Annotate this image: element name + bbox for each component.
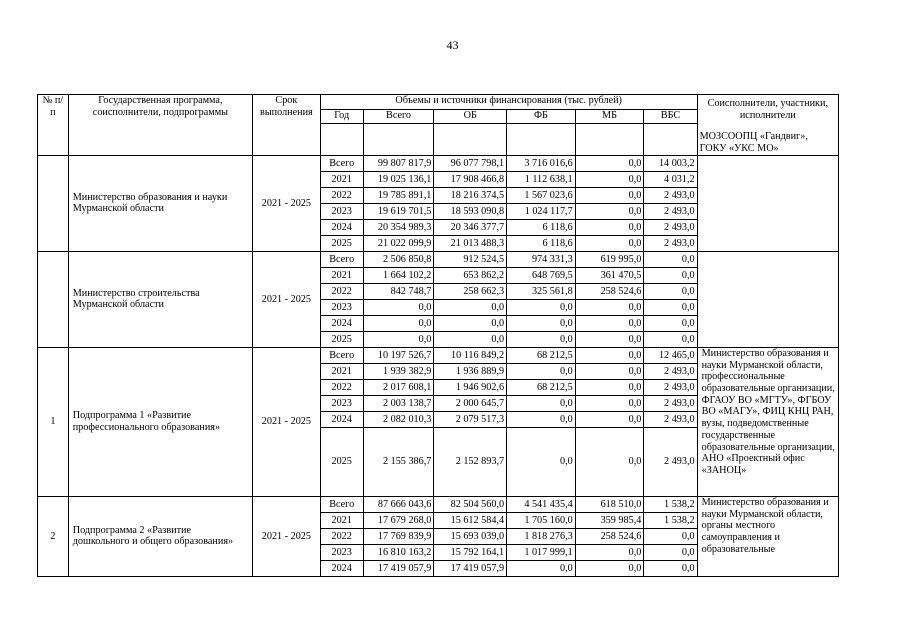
header-row	[38, 95, 839, 110]
table-row	[38, 155, 839, 171]
cell-mb: 0,0	[575, 235, 644, 251]
cell-total: 17 679 268,0	[363, 512, 434, 528]
header-participants	[697, 95, 838, 156]
cell-fb: 6 118,6	[507, 235, 576, 251]
header-spacer-cell	[434, 123, 507, 155]
cell-mb: 0,0	[575, 171, 644, 187]
cell-vbs: 0,0	[644, 331, 697, 347]
cell-ob: 1 946 902,6	[434, 379, 507, 395]
cell-ob: 15 612 584,4	[434, 512, 507, 528]
cell-ob: 0,0	[434, 331, 507, 347]
cell-year: 2021	[320, 363, 363, 379]
cell-year: 2022	[320, 283, 363, 299]
cell-vbs: 1 538,2	[644, 496, 697, 512]
table-row	[38, 347, 839, 363]
cell-ob: 2 079 517,3	[434, 411, 507, 427]
cell-mb: 0,0	[575, 299, 644, 315]
header-spacer-cell	[507, 123, 576, 155]
cell-mb: 0,0	[575, 379, 644, 395]
cell-vbs: 2 493,0	[644, 411, 697, 427]
cell-ob: 653 862,2	[434, 267, 507, 283]
cell-total: 19 619 701,5	[363, 203, 434, 219]
cell-ob: 17 908 466,8	[434, 171, 507, 187]
cell-year: 2021	[320, 171, 363, 187]
header-col-ob: ОБ	[434, 110, 507, 123]
cell-mb: 0,0	[575, 544, 644, 560]
cell-year: 2025	[320, 331, 363, 347]
cell-mb: 618 510,0	[575, 496, 644, 512]
cell-fb: 68 212,5	[507, 379, 576, 395]
header-spacer-cell	[644, 123, 697, 155]
cell-fb: 4 541 435,4	[507, 496, 576, 512]
cell-mb: 0,0	[575, 155, 644, 171]
cell-fb: 0,0	[507, 427, 576, 496]
header-col-mb: МБ	[575, 110, 644, 123]
cell-ob: 21 013 488,3	[434, 235, 507, 251]
cell-mb: 0,0	[575, 560, 644, 576]
header-num: № п/п	[38, 95, 69, 156]
cell-ob: 258 662,3	[434, 283, 507, 299]
cell-period: 2021 - 2025	[253, 496, 321, 576]
cell-ob: 18 216 374,5	[434, 187, 507, 203]
cell-year: Всего	[320, 347, 363, 363]
cell-mb: 0,0	[575, 203, 644, 219]
cell-fb: 68 212,5	[507, 347, 576, 363]
cell-vbs: 2 493,0	[644, 235, 697, 251]
cell-vbs: 0,0	[644, 315, 697, 331]
cell-fb: 6 118,6	[507, 219, 576, 235]
cell-ob: 96 077 798,1	[434, 155, 507, 171]
cell-fb: 3 716 016,6	[507, 155, 576, 171]
header-spacer-cell	[320, 123, 363, 155]
cell-ob: 2 000 645,7	[434, 395, 507, 411]
cell-year: 2023	[320, 395, 363, 411]
cell-index	[38, 251, 69, 347]
cell-total: 17 419 057,9	[363, 560, 434, 576]
cell-year: 2025	[320, 427, 363, 496]
cell-program-name: Министерство строительства Мурманской области	[68, 251, 252, 347]
cell-vbs: 0,0	[644, 560, 697, 576]
cell-ob: 2 152 893,7	[434, 427, 507, 496]
cell-participants	[697, 155, 838, 251]
cell-year: 2022	[320, 187, 363, 203]
cell-year: 2024	[320, 411, 363, 427]
cell-ob: 1 936 889,9	[434, 363, 507, 379]
cell-mb: 0,0	[575, 331, 644, 347]
cell-vbs: 2 493,0	[644, 379, 697, 395]
table-body	[38, 95, 839, 577]
cell-year: 2023	[320, 299, 363, 315]
cell-mb: 619 995,0	[575, 251, 644, 267]
cell-mb: 0,0	[575, 427, 644, 496]
cell-mb: 0,0	[575, 347, 644, 363]
cell-year: Всего	[320, 155, 363, 171]
cell-total: 2 017 608,1	[363, 379, 434, 395]
cell-period: 2021 - 2025	[253, 347, 321, 496]
cell-total: 19 025 136,1	[363, 171, 434, 187]
cell-year: 2021	[320, 267, 363, 283]
cell-total: 20 354 989,3	[363, 219, 434, 235]
cell-mb: 0,0	[575, 395, 644, 411]
cell-year: Всего	[320, 496, 363, 512]
cell-fb: 1 024 117,7	[507, 203, 576, 219]
cell-vbs: 0,0	[644, 251, 697, 267]
cell-ob: 82 504 560,0	[434, 496, 507, 512]
cell-mb: 0,0	[575, 411, 644, 427]
header-funding: Объемы и источники финансирования (тыс. рублей)	[320, 95, 697, 110]
cell-vbs: 0,0	[644, 283, 697, 299]
cell-ob: 20 346 377,7	[434, 219, 507, 235]
cell-mb: 0,0	[575, 315, 644, 331]
cell-fb: 1 818 276,3	[507, 528, 576, 544]
cell-period: 2021 - 2025	[253, 155, 321, 251]
header-col-total: Всего	[363, 110, 434, 123]
cell-ob: 18 593 090,8	[434, 203, 507, 219]
cell-total: 21 022 099,9	[363, 235, 434, 251]
cell-ob: 15 693 039,0	[434, 528, 507, 544]
cell-vbs: 0,0	[644, 544, 697, 560]
cell-program-name: Министерство образования и науки Мурманской области	[68, 155, 252, 251]
cell-participants: Министерство образования и науки Мурманской области, профессиональные образовательные организации, ФГАОУ ВО «МГТУ», ФГБОУ ВО «МАГУ», ФИЦ КНЦ РАН, вузы, подведомственные государственные образовательные организации, АНО «Проектный офис «ЗАНОЦ»	[697, 347, 838, 496]
cell-fb: 974 331,3	[507, 251, 576, 267]
cell-fb: 0,0	[507, 299, 576, 315]
cell-total: 0,0	[363, 331, 434, 347]
cell-fb: 1 567 023,6	[507, 187, 576, 203]
header-col-fb: ФБ	[507, 110, 576, 123]
cell-vbs: 14 003,2	[644, 155, 697, 171]
cell-ob: 15 792 164,1	[434, 544, 507, 560]
cell-total: 0,0	[363, 315, 434, 331]
header-period: Срок выполнения	[253, 95, 321, 156]
cell-total: 99 807 817,9	[363, 155, 434, 171]
cell-fb: 0,0	[507, 411, 576, 427]
cell-year: 2022	[320, 528, 363, 544]
table-row	[38, 251, 839, 267]
cell-ob: 912 524,5	[434, 251, 507, 267]
cell-total: 16 810 163,2	[363, 544, 434, 560]
cell-mb: 359 985,4	[575, 512, 644, 528]
cell-vbs: 2 493,0	[644, 203, 697, 219]
cell-total: 2 506 850,8	[363, 251, 434, 267]
cell-total: 2 003 138,7	[363, 395, 434, 411]
cell-mb: 361 470,5	[575, 267, 644, 283]
cell-year: 2023	[320, 544, 363, 560]
cell-fb: 325 561,8	[507, 283, 576, 299]
cell-total: 0,0	[363, 299, 434, 315]
cell-year: 2025	[320, 235, 363, 251]
cell-total: 2 082 010,3	[363, 411, 434, 427]
cell-total: 17 769 839,9	[363, 528, 434, 544]
cell-fb: 1 017 999,1	[507, 544, 576, 560]
header-spacer-cell	[575, 123, 644, 155]
cell-vbs: 0,0	[644, 528, 697, 544]
cell-fb: 0,0	[507, 363, 576, 379]
cell-total: 19 785 891,1	[363, 187, 434, 203]
header-participants-label: Соисполнители, участники, исполнители	[707, 98, 829, 121]
cell-ob: 0,0	[434, 299, 507, 315]
cell-fb: 1 112 638,1	[507, 171, 576, 187]
cell-fb: 0,0	[507, 331, 576, 347]
cell-mb: 0,0	[575, 363, 644, 379]
cell-mb: 258 524,6	[575, 283, 644, 299]
cell-total: 842 748,7	[363, 283, 434, 299]
header-col-vbs: ВБС	[644, 110, 697, 123]
cell-index: 2	[38, 496, 69, 576]
cell-year: 2023	[320, 203, 363, 219]
cell-vbs: 2 493,0	[644, 363, 697, 379]
cell-fb: 1 705 160,0	[507, 512, 576, 528]
cell-index	[38, 155, 69, 251]
cell-index: 1	[38, 347, 69, 496]
cell-year: 2024	[320, 560, 363, 576]
cell-program-name: Подпрограмма 2 «Развитие дошкольного и общего образования»	[68, 496, 252, 576]
cell-program-name: Подпрограмма 1 «Развитие профессионального образования»	[68, 347, 252, 496]
cell-fb: 0,0	[507, 395, 576, 411]
cell-period: 2021 - 2025	[253, 251, 321, 347]
cell-fb: 648 769,5	[507, 267, 576, 283]
header-program: Государственная программа, соисполнители, подпрограммы	[68, 95, 252, 156]
cell-total: 87 666 043,6	[363, 496, 434, 512]
cell-vbs: 2 493,0	[644, 427, 697, 496]
page-number: 43	[446, 38, 459, 52]
cell-fb: 0,0	[507, 560, 576, 576]
cell-ob: 10 116 849,2	[434, 347, 507, 363]
cell-ob: 0,0	[434, 315, 507, 331]
cell-mb: 0,0	[575, 187, 644, 203]
cell-participants: Министерство образования и науки Мурманской области, органы местного самоуправления и образовательные	[697, 496, 838, 576]
cell-mb: 0,0	[575, 219, 644, 235]
cell-year: 2024	[320, 219, 363, 235]
cell-mb: 258 524,6	[575, 528, 644, 544]
header-spacer-cell	[363, 123, 434, 155]
cell-year: 2022	[320, 379, 363, 395]
cell-year: 2021	[320, 512, 363, 528]
cell-total: 1 939 382,9	[363, 363, 434, 379]
cell-vbs: 2 493,0	[644, 219, 697, 235]
cell-vbs: 12 465,0	[644, 347, 697, 363]
cell-fb: 0,0	[507, 315, 576, 331]
cell-year: Всего	[320, 251, 363, 267]
cell-total: 10 197 526,7	[363, 347, 434, 363]
cell-vbs: 2 493,0	[644, 187, 697, 203]
cell-vbs: 2 493,0	[644, 395, 697, 411]
cell-total: 2 155 386,7	[363, 427, 434, 496]
cell-vbs: 4 031,2	[644, 171, 697, 187]
cell-ob: 17 419 057,9	[434, 560, 507, 576]
cell-vbs: 1 538,2	[644, 512, 697, 528]
cell-vbs: 0,0	[644, 267, 697, 283]
cell-total: 1 664 102,2	[363, 267, 434, 283]
table-row	[38, 496, 839, 512]
cell-participants	[697, 251, 838, 347]
cell-year: 2024	[320, 315, 363, 331]
header-participants-extra: МОЗСООПЦ «Гандвиг», ГОКУ «УКС МО»	[699, 131, 808, 155]
cell-vbs: 0,0	[644, 299, 697, 315]
header-col-year: Год	[320, 110, 363, 123]
financing-table	[37, 94, 839, 577]
